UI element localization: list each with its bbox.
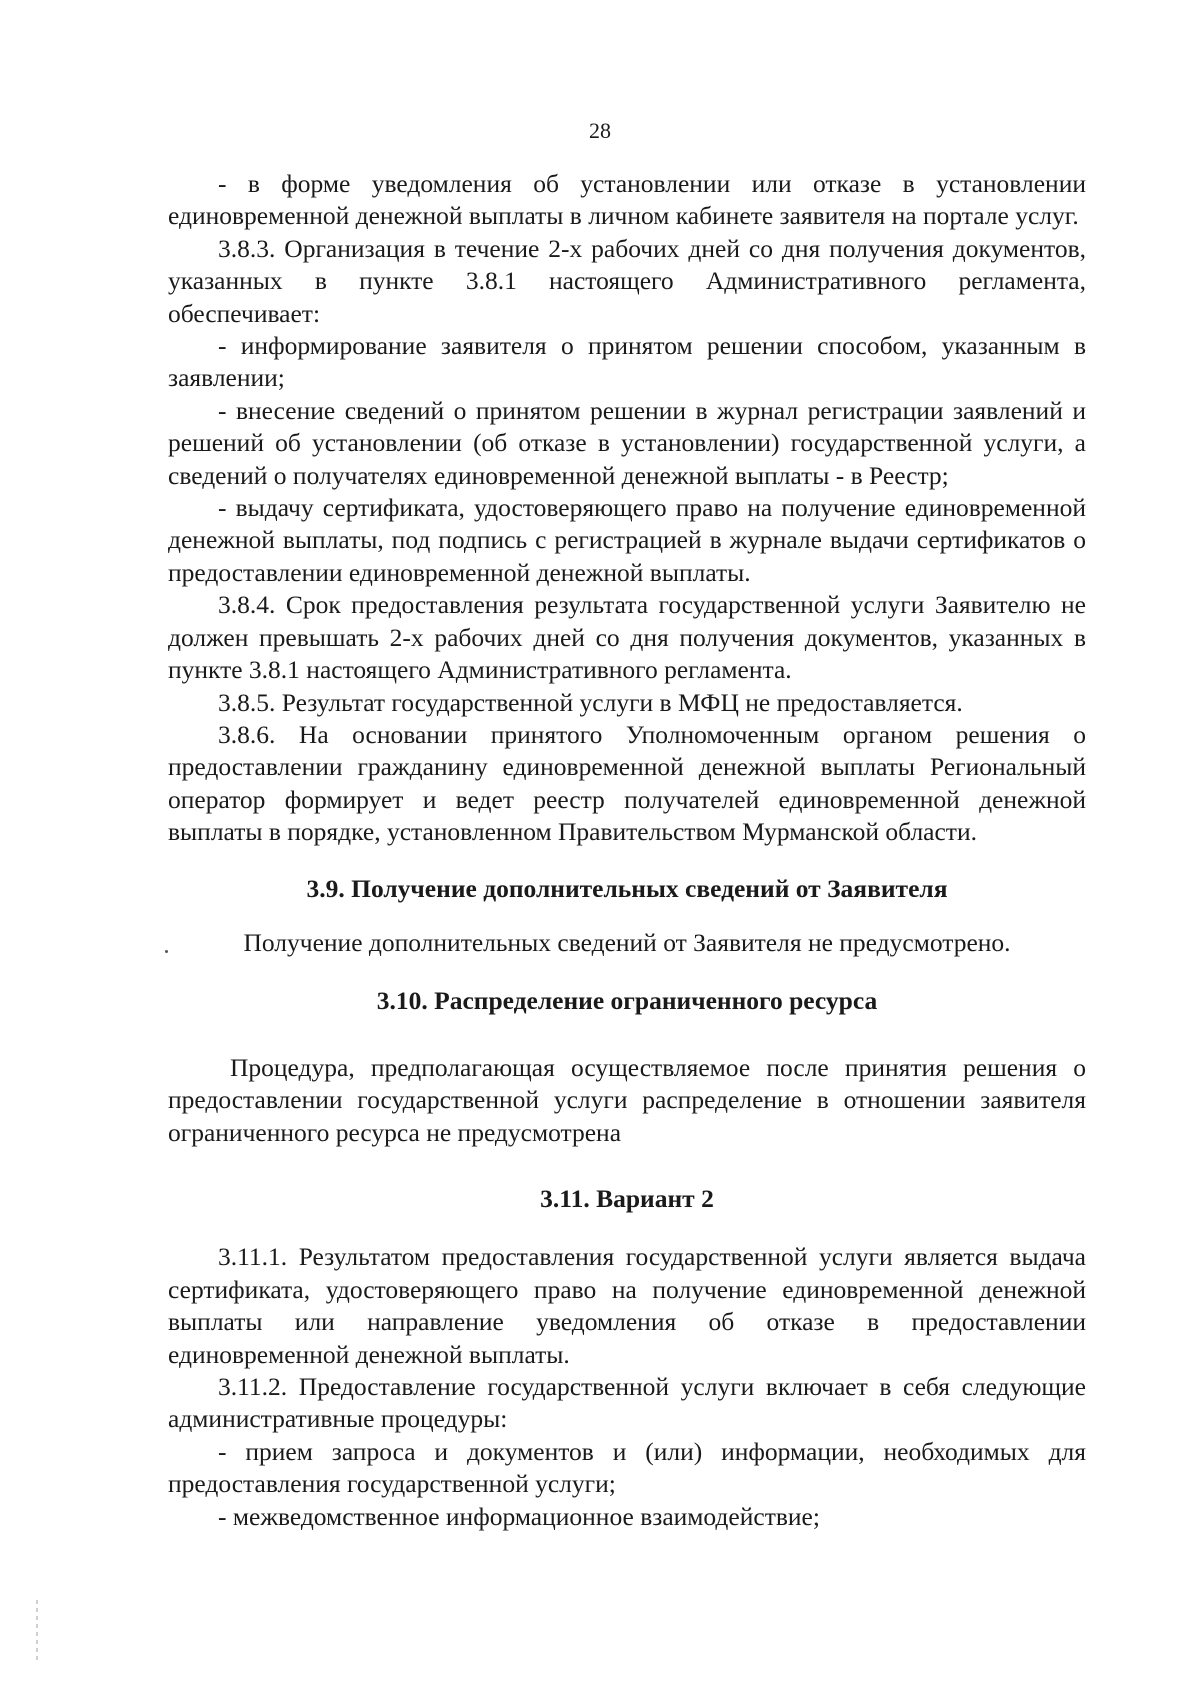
list-item: - межведомственное информационное взаимодействие; [218,1501,820,1531]
paragraph-3-11-1: 3.11.1. Результатом предоставления государственной услуги является выдача сертификата, удостоверяющего право на получение единовременной денежной выплаты или направление уведомления об отказе в предоставлении единовременной денежной выплаты. [168,1242,1086,1369]
section-heading-3-9: 3.9. Получение дополнительных сведений от Заявителя [306,873,948,903]
paragraph-3-10: Процедура, предполагающая осуществляемое после принятия решения о предоставлении государственной услуги распределение в отношении заявителя ограниченного ресурса не предусмотрена [168,1052,1086,1147]
section-heading-3-11: 3.11. Вариант 2 [540,1183,714,1213]
list-item: - выдачу сертификата, удостоверяющего право на получение единовременной денежной выплаты, под подпись с регистрацией в журнале выдачи сертификатов о предоставлении единовременной денежной выплаты. [168,493,1086,587]
paragraph-3-8-4: 3.8.4. Срок предоставления результата государственной услуги Заявителю не должен превышать 2-х рабочих дней со дня получения документов, указанных в пункте 3.8.1 настоящего Административного регламента. [168,590,1086,685]
list-item: - прием запроса и документов и (или) информации, необходимых для предоставления государственной услуги; [168,1436,1086,1499]
scan-artifact [36,1600,38,1660]
list-item: - внесение сведений о принятом решении в журнал регистрации заявлений и решений об установлении (об отказе в установлении) государственной услуги, а сведений о получателях единовременной денежной выплаты - в Реестр; [168,395,1086,490]
list-item: - информирование заявителя о принятом решении способом, указанным в заявлении; [168,331,1086,393]
paragraph-3-8-3: 3.8.3. Организация в течение 2-х рабочих дней со дня получения документов, указанных в пункте 3.8.1 настоящего Административного регламента, обеспечивает: [168,233,1086,328]
scan-speck [165,950,168,953]
paragraph-3-8-5: 3.8.5. Результат государственной услуги в МФЦ не предоставляется. [218,687,963,717]
paragraph-3-11-2: 3.11.2. Предоставление государственной услуги включает в себя следующие административные процедуры: [168,1372,1086,1434]
paragraph-3-8-6: 3.8.6. На основании принятого Уполномоченным органом решения о предоставлении гражданину единовременной денежной выплаты Региональный оператор формирует и ведет реестр получателей единовременной денежной выплаты в порядке, установленном Правительством Мурманской области. [168,719,1086,847]
page-number: 28 [589,118,611,143]
paragraph-3-9: Получение дополнительных сведений от Заявителя не предусмотрено. [243,927,1011,957]
section-heading-3-10: 3.10. Распределение ограниченного ресурса [376,986,878,1016]
paragraph: - в форме уведомления об установлении или отказе в установлении единовременной денежной выплаты в личном кабинете заявителя на портале услуг. [168,169,1086,231]
document-body [168,168,1086,1533]
